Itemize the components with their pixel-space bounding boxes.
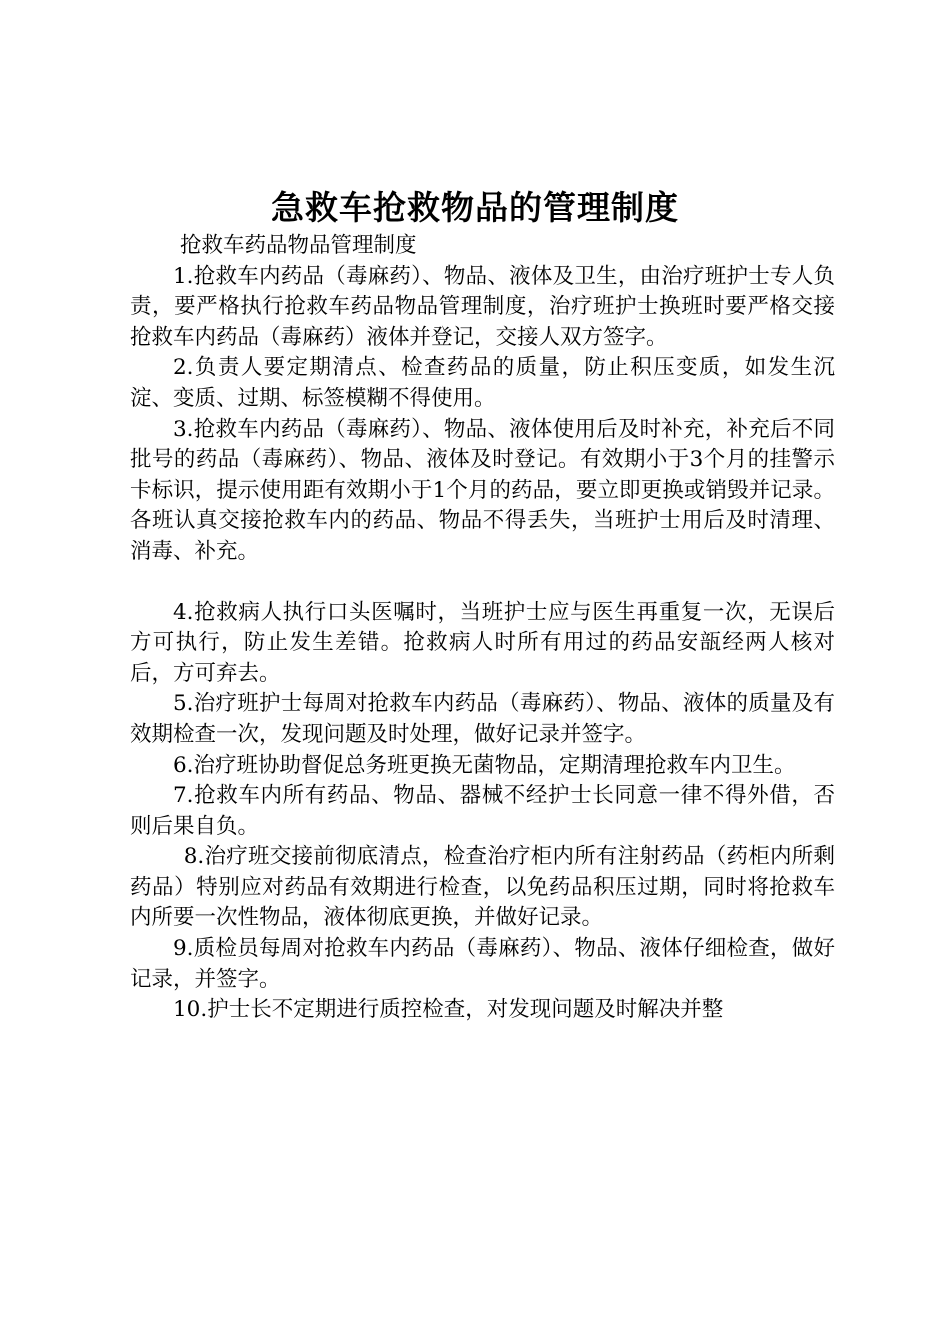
rule-paragraph-9: 9.质检员每周对抢救车内药品（毒麻药）、物品、液体仔细检查，做好记录，并签字。 [130,936,835,992]
document-body [130,231,835,1026]
rule-paragraph-4: 4.抢救病人执行口头医嘱时，当班护士应与医生再重复一次，无误后方可执行，防止发生差错。抢救病人时所有用过的药品安瓿经两人核对后，方可弃去。 [130,599,835,686]
rule-paragraph-5: 5.治疗班护士每周对抢救车内药品（毒麻药）、物品、液体的质量及有效期检查一次，发现问题及时处理，做好记录并签字。 [130,691,835,747]
rule-paragraph-7: 7.抢救车内所有药品、物品、器械不经护士长同意一律不得外借，否则后果自负。 [130,783,835,839]
rule-paragraph-8: 8.治疗班交接前彻底清点，检查治疗柜内所有注射药品（药柜内所剩药品）特别应对药品有效期进行检查，以免药品积压过期，同时将抢救车内所要一次性物品，液体彻底更换，并做好记录。 [130,844,835,931]
rule-paragraph-10: 10.护士长不定期进行质控检查，对发现问题及时解决并整 [173,997,724,1023]
rule-paragraph-2: 2.负责人要定期清点、检查药品的质量，防止积压变质，如发生沉淀、变质、过期、标签模糊不得使用。 [130,355,835,411]
rule-paragraph-1: 1.抢救车内药品（毒麻药）、物品、液体及卫生，由治疗班护士专人负责，要严格执行抢救车药品物品管理制度，治疗班护士换班时要严格交接抢救车内药品（毒麻药）液体并登记，交接人双方签字。 [130,263,835,350]
rule-paragraph-3: 3.抢救车内药品（毒麻药）、物品、液体使用后及时补充，补充后不同批号的药品（毒麻药）、物品、液体及时登记。有效期小于3个月的挂警示卡标识，提示使用距有效期小于1个月的药品，要立即更换或销毁并记录。各班认真交接抢救车内的药品、物品不得丢失，当班护士用后及时清理、消毒、补充。 [130,416,835,564]
section-subheading: 抢救车药品物品管理制度 [180,233,417,258]
rule-paragraph-6: 6.治疗班协助督促总务班更换无菌物品，定期清理抢救车内卫生。 [173,752,796,778]
page-title: 急救车抢救物品的管理制度 [271,188,679,227]
